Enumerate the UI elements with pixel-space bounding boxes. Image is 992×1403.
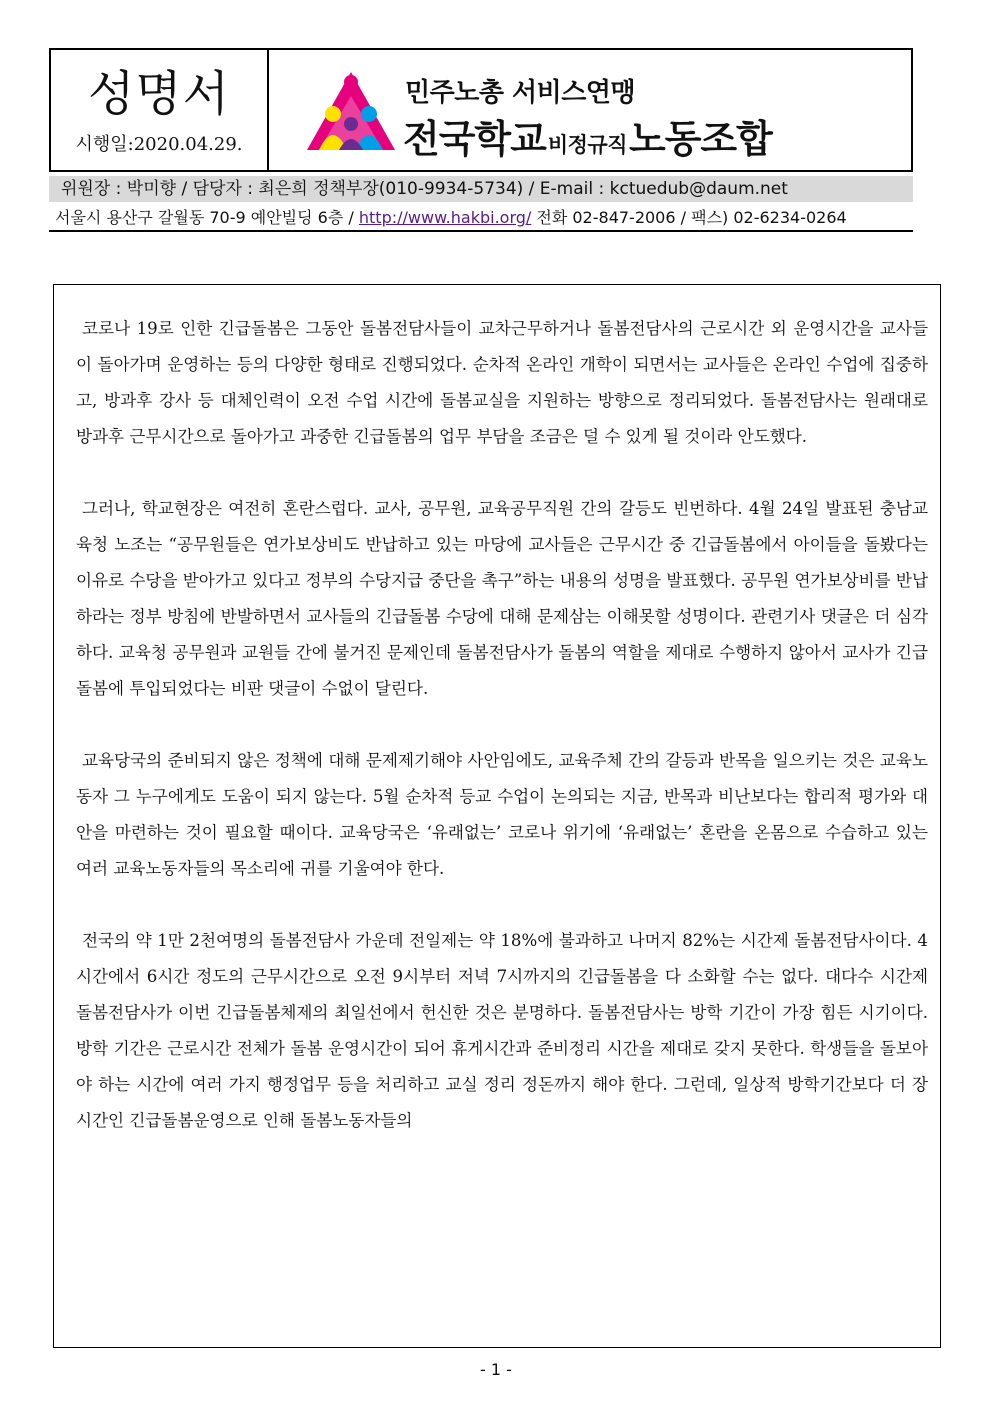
website-link[interactable]: http://www.hakbi.org/	[358, 208, 532, 227]
union-logo-cell	[271, 50, 911, 170]
body-paragraph-3: 교육당국의 준비되지 않은 정책에 대해 문제제기해야 사안임에도, 교육주체 간의 갈등과 반목을 일으키는 것은 교육노동자 그 누구에게도 도움이 되지 않는다. 5월 순차적 등교 수업이 논의되는 지금, 반목과 비난보다는 합리적 평가와 대안을 마련하는 것이 필요할 때이다. 교육당국은 ‘유래없는’ 코로나 위기에 ‘유래없는’ 혼란을 온몸으로 수습하고 있는 여러 교육노동자들의 목소리에 귀를 기울여야 한다.	[76, 751, 928, 878]
body-paragraph-2: 그러나, 학교현장은 여전히 혼란스럽다. 교사, 공무원, 교육공무직원 간의 갈등도 빈번하다. 4월 24일 발표된 충남교육청 노조는 “공무원들은 연가보상비도 반납하고 있는 마당에 교사들은 근무시간 중 긴급돌봄에서 아이들을 돌봤다는 이유로 수당을 받아가고 있다고 정부의 수당지급 중단을 촉구”하는 내용의 성명을 발표했다. 공무원 연가보상비를 반납하라는 정부 방침에 반발하면서 교사들의 긴급돌봄 수당에 대해 문제삼는 이해못할 성명이다. 관련기사 댓글은 더 심각하다. 교육청 공무원과 교원들 간에 불거진 문제인데 돌봄전담사가 돌봄의 역할을 제대로 수행하지 않아서 교사가 긴급돌봄에 투입되었다는 비판 댓글이 수없이 달린다.	[76, 499, 928, 698]
union-logo-icon	[305, 70, 397, 152]
union-name-part2: 비정규직	[547, 133, 627, 157]
union-name-part3: 노동조합	[629, 117, 772, 161]
document-title: 성명서	[87, 66, 231, 122]
title-cell	[51, 50, 269, 170]
union-name-part1: 전국학교	[403, 117, 546, 161]
phone-fax-text: 전화 02-847-2006 / 팩스) 02-6234-0264	[531, 208, 847, 227]
body-paragraph-1: 코로나 19로 인한 긴급돌봄은 그동안 돌봄전담사들이 교차근무하거나 돌봄전담사의 근로시간 외 운영시간을 교사들이 돌아가며 운영하는 등의 다양한 형태로 진행되었다. 순차적 온라인 개학이 되면서는 교사들은 온라인 수업에 집중하고, 방과후 강사 등 대체인력이 오전 수업 시간에 돌봄교실을 지원하는 방향으로 정리되었다. 돌봄전담사는 원래대로 방과후 근무시간으로 돌아가고 과중한 긴급돌봄의 업무 부담을 조금은 덜 수 있게 될 것이라 안도했다.	[76, 319, 928, 446]
address-info	[49, 204, 913, 232]
union-federation-name: 민주노총 서비스연맹	[405, 78, 636, 108]
statement-body	[53, 284, 941, 1348]
page-number: - 1 -	[480, 1360, 512, 1379]
issue-date: 시행일:2020.04.29.	[75, 134, 243, 155]
contact-info: 위원장 : 박미향 / 담당자 : 최은희 정책부장(010-9934-5734) / E-mail : kctuedub@daum.net	[49, 176, 913, 202]
union-name	[403, 108, 772, 163]
body-paragraph-4: 전국의 약 1만 2천여명의 돌봄전담사 가운데 전일제는 약 18%에 불과하고 나머지 82%는 시간제 돌봄전담사이다. 4시간에서 6시간 정도의 근무시간으로 오전 9시부터 저녁 7시까지의 긴급돌봄을 다 소화할 수는 없다. 대다수 시간제 돌봄전담사가 이번 긴급돌봄체제의 최일선에서 헌신한 것은 분명하다. 돌봄전담사는 방학 기간이 가장 힘든 시기이다. 방학 기간은 근로시간 전체가 돌봄 운영시간이 되어 휴게시간과 준비정리 시간을 제대로 갖지 못한다. 학생들을 돌보아야 하는 시간에 여러 가지 행정업무 등을 처리하고 교실 정리 정돈까지 해야 한다. 그런데, 일상적 방학기간보다 더 장시간인 긴급돌봄운영으로 인해 돌봄노동자들의	[76, 931, 928, 1130]
address-text: 서울시 용산구 갈월동 70-9 예안빌딩 6층 /	[55, 208, 359, 227]
header-box	[49, 48, 913, 172]
